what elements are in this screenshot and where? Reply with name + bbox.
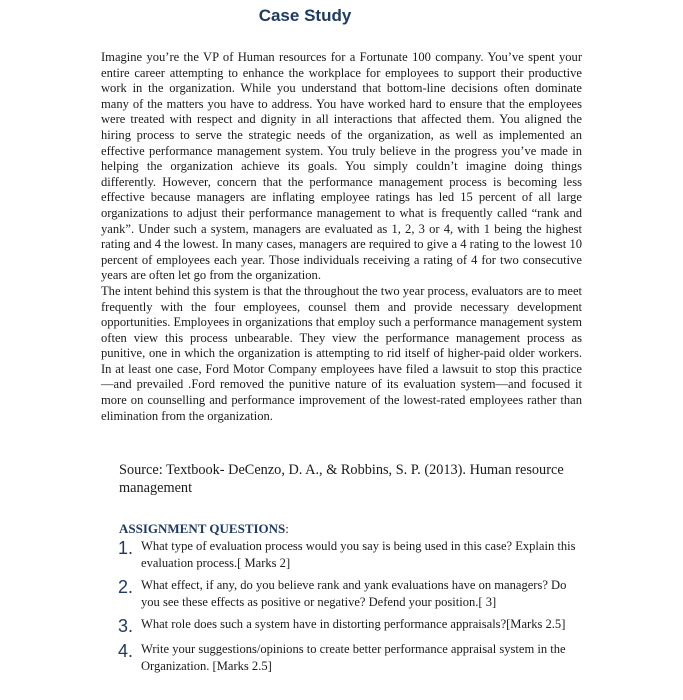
question-item [118, 577, 588, 610]
assignment-heading-colon: : [285, 521, 289, 536]
question-item [118, 538, 588, 571]
case-study-body [101, 50, 582, 424]
page-title: Case Study [258, 6, 352, 25]
assignment-heading-text: ASSIGNMENT QUESTIONS [119, 521, 286, 536]
question-text: What effect, if any, do you believe rank and yank evaluations have on managers? Do you see these effects as positive or negative? Defend your position.[ 3] [141, 578, 567, 609]
question-number: 1. [118, 538, 134, 558]
question-item [118, 641, 588, 674]
question-number: 4. [118, 641, 134, 661]
case-paragraph: The intent behind this system is that the throughout the two year process, evaluators are to meet frequently with the four employees, counsel them and provide necessary development opportunities. Employees in organizations that employ such a performance management system often view this process unbearable. They view the performance management process as punitive, one in which the organization is attempting to rid itself of higher-paid older workers. In at least one case, Ford Motor Company employees have filed a lawsuit to stop this practice—and prevailed .Ford removed the punitive nature of its evaluation system—and focused it more on counselling and performance improvement of the lowest-rated employees rather than elimination from the organization. [101, 283, 582, 423]
assignment-heading [119, 521, 289, 537]
question-text: What role does such a system have in distorting performance appraisals?[Marks 2.5] [141, 617, 566, 631]
source-citation: Source: Textbook- DeCenzo, D. A., & Robbins, S. P. (2013). Human resource management [119, 462, 564, 496]
case-paragraph: Imagine you’re the VP of Human resources for a Fortunate 100 company. You’ve spent your entire career attempting to enhance the workplace for employees to support their productive work in the organization. While you understand that bottom-line decisions often dominate many of the matters you have to address. You have worked hard to ensure that the employees were treated with respect and dignity in all interactions that affected them. You aligned the hiring process to serve the strategic needs of the organization, as well as implemented an effective performance management system. You truly believe in the progress you’ve made in helping the organization achieve its goals. You simply couldn’t imagine doing things differently. However, concern that the performance management process is becoming less effective because managers are inflating employee ratings has led 15 percent of all large organizations to adjust their performance management to what is frequently called “rank and yank”. Under such a system, managers are evaluated as 1, 2, 3 or 4, with 1 being the highest rating and 4 the lowest. In many cases, managers are required to give a 4 rating to the lowest 10 percent of employees each year. Those individuals receiving a rating of 4 for two consecutive years are often let go from the organization. [101, 50, 582, 283]
question-text: Write your suggestions/opinions to create better performance appraisal system in the Organization. [Marks 2.5] [141, 642, 566, 673]
question-number: 2. [118, 577, 134, 597]
question-item [118, 616, 588, 635]
question-text: What type of evaluation process would you say is being used in this case? Explain this evaluation process.[ Marks 2] [141, 539, 576, 570]
question-number: 3. [118, 616, 134, 636]
question-list [118, 538, 588, 680]
